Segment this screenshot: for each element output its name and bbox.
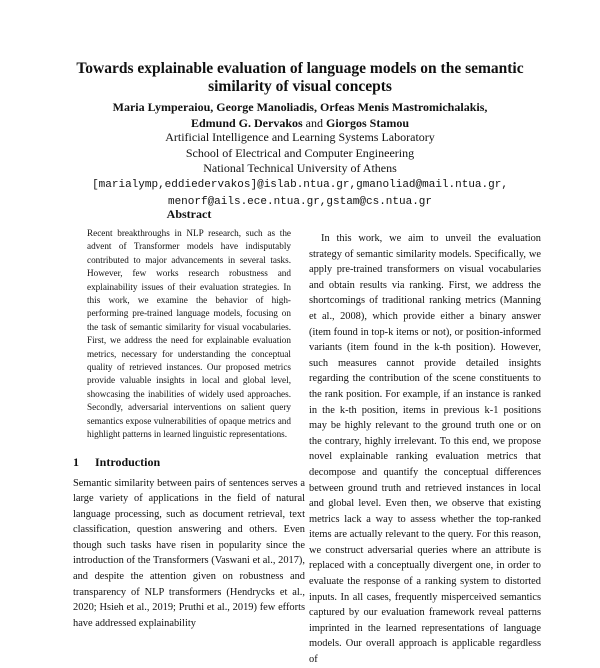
section-heading-introduction xyxy=(73,455,305,470)
introduction-paragraph: Semantic similarity between pairs of sentences serves a large variety of applications in the field of natural language processing, such as document retrieval, text classification, question answering and others. Even though such tasks have risen in popularity since the introduction of the Transformers (Vaswani et al., 2017), and despite the attention given on robustness and transparency of NLP transformers (Hendrycks et al., 2020; Hsieh et al., 2019; Pruthi et al., 2019) few efforts have addressed explainability xyxy=(73,477,305,629)
left-column xyxy=(73,207,305,631)
abstract-text: Recent breakthroughs in NLP research, such as the advent of Transformer models have indisputably contributed to major advancements in several tasks. However, few works research robustness and explainability issues of their evaluation strategies. In this work, we examine the behavior of high-performing pre-trained language models, focusing on the task of semantic similarity for visual vocabularies. First, we address the need for explainable evaluation metrics, necessary for understanding the conceptual quality of retrieved instances. Our proposed metrics provide valuable insights in local and global level, showcasing the inabilities of widely used approaches. Secondly, adversarial interventions on salient query semantics expose vulnerabilities of opaque metrics and highlight patterns in learned linguistic representations. xyxy=(87,228,291,440)
author-conjunction: and xyxy=(302,116,326,130)
author-dervakos: Edmund G. Dervakos xyxy=(190,116,303,130)
author-emails xyxy=(60,177,540,210)
right-column xyxy=(309,231,541,668)
affiliation-school: School of Electrical and Computer Engineering xyxy=(185,145,415,160)
authors-line-1: Maria Lymperaiou, George Manoliadis, Orfeas Menis Mastromichalakis, xyxy=(112,100,488,114)
affiliation-lab: Artificial Intelligence and Learning Systems Laboratory xyxy=(165,130,435,144)
body-paragraph: In this work, we aim to unveil the evaluation strategy of semantic similarity models. Specifically, we apply pre-trained transformers on visual vocabularies and obtain results via ranking. First, we address the shortcomings of traditional ranking metrics (Manning et al., 2008), which provide either a binary answer (item found in top-k items or not), or position-informed variants (item found in the k-th position). However, such measures cannot provide detailed insights regarding the contribution of the scene constituents to the rank position. For example, if an instance is ranked in the k-th position, items in previous k-1 positions may be highly relevant to the ground truth one or on the contrary, highly irrelevant. To this end, we propose novel explainable ranking evaluation metrics that decompose and quantify the conceptual differences between ground truth and retrieved instances in local and global level. Even then, we observe that existing metrics lack a way to assess whether the top-ranked items are actually relevant to the query. For this reason, we construct adversarial queries where an attribute is replaced with a conceptually divergent one, in order to evaluate the response of a ranking system to distorted inputs. In all cases, frequently misperceived semantics captured by our evaluation framework reveal patterns imprinted in the learned representations of language models. Our overall approach is applicable regardless of xyxy=(309,233,541,666)
affiliation xyxy=(60,130,540,177)
author-list xyxy=(60,99,540,131)
affiliation-university: National Technical University of Athens xyxy=(203,161,397,176)
section-title: Introduction xyxy=(95,454,161,469)
abstract-heading: Abstract xyxy=(166,207,212,221)
email-line-2: menorf@ails.ece.ntua.gr,gstam@cs.ntua.gr xyxy=(167,195,433,208)
section-number: 1 xyxy=(73,454,79,469)
paper-title: Towards explainable evaluation of language models on the semantic similarity of visual concepts xyxy=(76,60,524,95)
authors-line-2 xyxy=(60,115,540,131)
email-line-1: [marialymp,eddiedervakos]@islab.ntua.gr,gmanoliad@mail.ntua.gr, xyxy=(92,179,508,191)
author-stamou: Giorgos Stamou xyxy=(326,116,410,130)
